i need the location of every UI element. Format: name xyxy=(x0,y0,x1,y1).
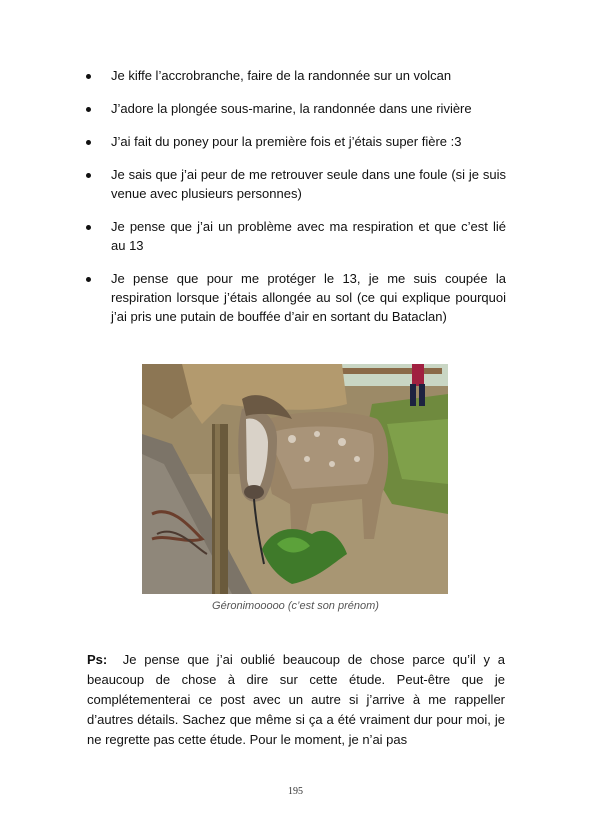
list-item-text: Je sais que j’ai peur de me retrouver seule dans une foule (si je suis venue avec plusieurs personnes) xyxy=(111,167,506,201)
list-item xyxy=(86,269,506,326)
list-item xyxy=(86,132,506,151)
bullet-icon xyxy=(86,107,91,112)
bullet-icon xyxy=(86,225,91,230)
postscript-label: Ps: xyxy=(87,652,108,667)
page-number: 195 xyxy=(288,786,303,797)
list-item-text: J’ai fait du poney pour la première fois et j’étais super fière :3 xyxy=(111,134,462,149)
bullet-icon xyxy=(86,74,91,79)
list-item xyxy=(86,165,506,203)
postscript-text: Je pense que j’ai oublié beaucoup de chose parce qu’il y a beaucoup de chose à dire sur cette étude. Peut-être que je complétementerai ce post avec un autre si j’arrive à me rappeller d’autres détails. Sachez que même si ça a été vraiment dur pour moi, je ne regrette pas cette étude. Pour le moment, je n’ai pas xyxy=(87,652,505,747)
list-item-text: Je pense que j’ai un problème avec ma respiration et que c’est lié au 13 xyxy=(111,219,506,253)
pony-photo-illustration xyxy=(142,364,448,594)
list-item xyxy=(86,217,506,255)
bullet-list xyxy=(86,66,506,340)
pony-photo xyxy=(142,364,448,594)
postscript-paragraph xyxy=(87,650,505,750)
list-item-text: Je kiffe l’accrobranche, faire de la randonnée sur un volcan xyxy=(111,68,452,83)
list-item xyxy=(86,99,506,118)
bullet-icon xyxy=(86,277,91,282)
list-item xyxy=(86,66,506,85)
photo-caption: Géronimooooo (c’est son prénom) xyxy=(212,600,379,612)
list-item-text: J’adore la plongée sous-marine, la randonnée dans une rivière xyxy=(111,101,472,116)
bullet-icon xyxy=(86,173,91,178)
bullet-icon xyxy=(86,140,91,145)
list-item-text: Je pense que pour me protéger le 13, je me suis coupée la respiration lorsque j’étais allongée au sol (ce qui explique pourquoi j’ai pris une putain de bouffée d’air en sortant du Bataclan) xyxy=(111,271,506,324)
